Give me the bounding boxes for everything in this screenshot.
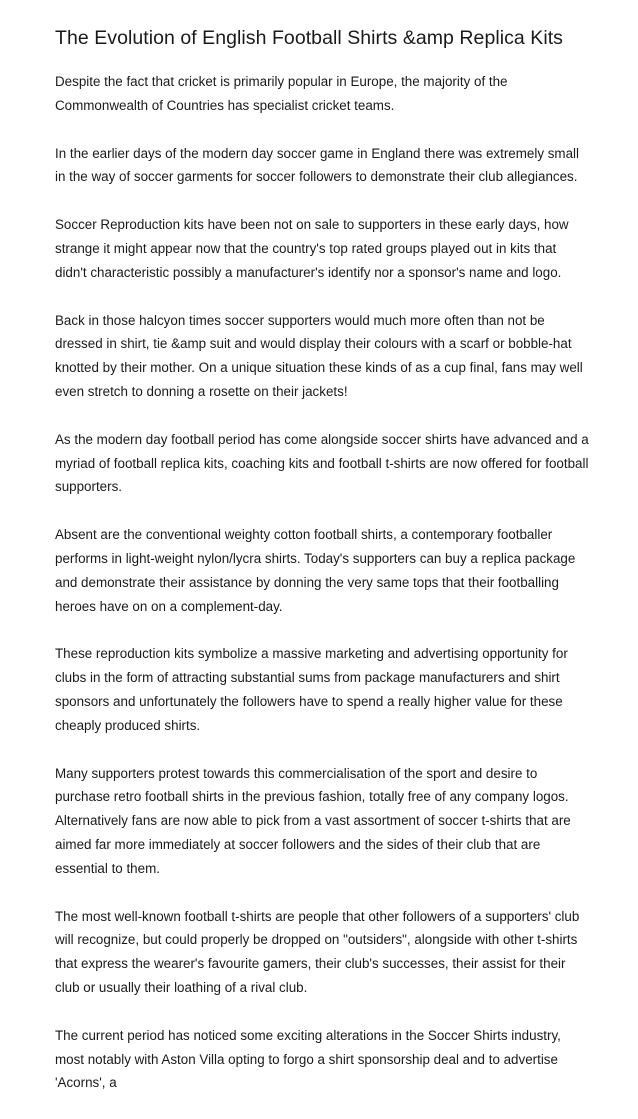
paragraph: Absent are the conventional weighty cotton football shirts, a contemporary footballer performs in light-weight nylon/lycra shirts. Today's supporters can buy a replica package and demonstrate their assistance by donning the very same tops that their footballing heroes have on on a complement-day. xyxy=(55,527,576,614)
paragraph: In the earlier days of the modern day soccer game in England there was extremely small in the way of soccer garments for soccer followers to demonstrate their club allegiances. xyxy=(55,145,579,185)
paragraph: The most well-known football t-shirts are people that other followers of a supporters' club will recognize, but could properly be dropped on "outsiders", alongside with other t-shirts that express the wearer's favourite gamers, their club's successes, their assist for their club or usually their loathing of a rival club. xyxy=(55,908,580,995)
paragraph: Many supporters protest towards this commercialisation of the sport and desire to purchase retro football shirts in the previous fashion, totally free of any company logos. Alternatively fans are now able to pick from a vast assortment of soccer t-shirts that are aimed far more immediately at soccer followers and the sides of their club that are essential to them. xyxy=(55,765,571,876)
paragraph: Despite the fact that cricket is primarily popular in Europe, the majority of the Commonwealth of Countries has specialist cricket teams. xyxy=(55,74,508,113)
paragraph: Back in those halcyon times soccer supporters would much more often than not be dressed in shirt, tie &amp suit and would display their colours with a scarf or bobble-hat knotted by their mother. On a unique situation these kinds of as a cup final, fans may well even stretch to donning a rosette on their jackets! xyxy=(55,312,583,399)
paragraph: The current period has noticed some exciting alterations in the Soccer Shirts industry, most notably with Aston Villa opting to forgo a shirt sponsorship deal and to advertise 'Acorns', a xyxy=(55,1027,561,1091)
paragraph: Soccer Reproduction kits have been not on sale to supporters in these early days, how strange it might appear now that the country's top rated groups played out in kits that didn't characteristic possibly a manufacturer's identify nor a sponsor's name and logo. xyxy=(55,217,569,280)
paragraph: These reproduction kits symbolize a massive marketing and advertising opportunity for clubs in the form of attracting substantial sums from package manufacturers and shirt sponsors and unfortunately the followers have to spend a really higher value for these cheaply produced shirts. xyxy=(55,646,568,733)
paragraph: As the modern day football period has come alongside soccer shirts have advanced and a myriad of football replica kits, coaching kits and football t-shirts are now offered for football supporters. xyxy=(55,431,589,495)
document-body xyxy=(55,70,591,1119)
document-title: The Evolution of English Football Shirts &amp Replica Kits xyxy=(55,27,563,49)
